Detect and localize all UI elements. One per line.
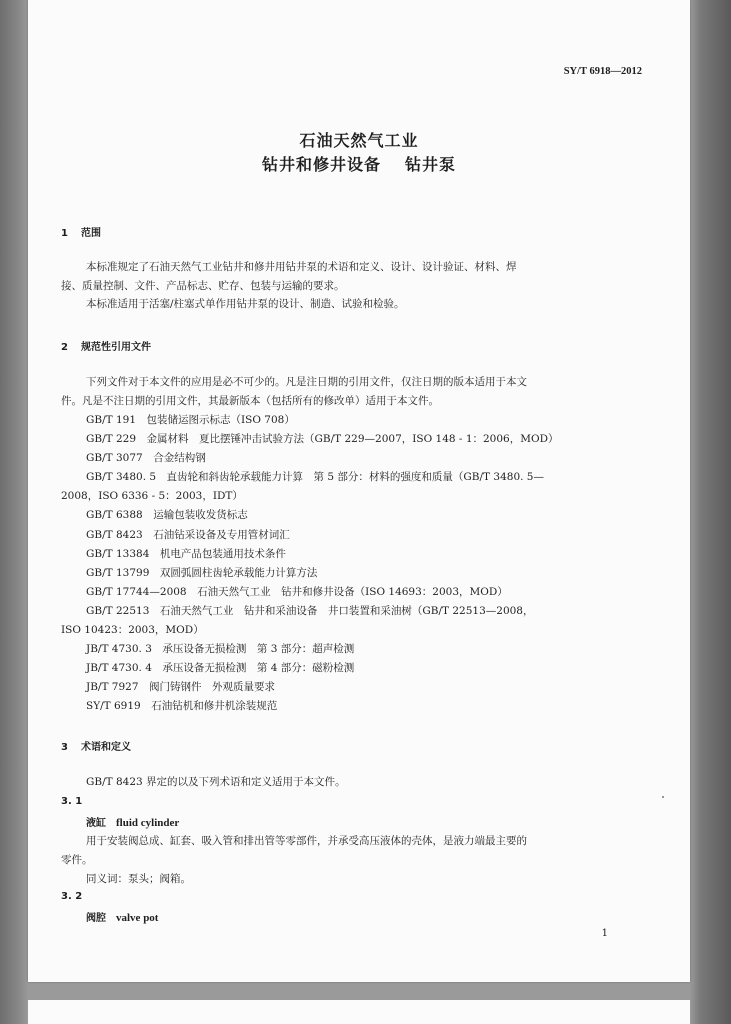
section-title: 范围 [81,228,101,239]
term-chinese: 阀腔 [86,913,106,924]
section-number: 3 [61,742,68,753]
term-chinese: 液缸 [86,818,106,829]
reference-item: GB/T 6388 运输包装收发货标志 [86,509,248,521]
page-number: 1 [601,928,608,939]
scan-speck [662,796,664,798]
term-3-2-heading [86,909,158,924]
reference-item: GB/T 3480. 5 直齿轮和斜齿轮承载能力计算 第 5 部分：材料的强度和质量（GB/T 3480. 5— [86,471,544,483]
section-1-heading [61,224,101,239]
paragraph: GB/T 8423 界定的以及下列术语和定义适用于本文件。 [86,776,346,788]
reference-item: JB/T 4730. 4 承压设备无损检测 第 4 部分：磁粉检测 [86,662,355,674]
reference-item: GB/T 3077 合金结构钢 [86,452,206,464]
section-2-heading [61,338,151,353]
reference-item: GB/T 17744—2008 石油天然气工业 钻井和修井设备（ISO 14693：2003，MOD） [86,586,508,598]
term-english: valve pot [116,912,159,924]
reference-item: GB/T 22513 石油天然气工业 钻井和采油设备 井口装置和采油树（GB/T 22513—2008， [86,605,534,617]
title-line-1: 石油天然气工业 [299,131,419,150]
reference-item: JB/T 4730. 3 承压设备无损检测 第 3 部分：超声检测 [86,643,355,655]
section-number: 2 [61,342,68,353]
standard-number: SY/T 6918—2012 [563,66,642,77]
reference-item: GB/T 191 包装储运图示标志（ISO 708） [86,414,295,426]
reference-item: SY/T 6919 石油钻机和修井机涂装规范 [86,700,278,712]
section-title: 术语和定义 [81,742,131,753]
reference-item: GB/T 13799 双圆弧圆柱齿轮承载能力计算方法 [86,567,318,579]
reference-item: GB/T 229 金属材料 夏比摆锤冲击试验方法（GB/T 229—2007，ISO 148 - 1：2006，MOD） [86,433,559,445]
paragraph: 本标准规定了石油天然气工业钻井和修井用钻井泵的术语和定义、设计、设计验证、材料、焊 [86,261,517,273]
section-title: 规范性引用文件 [81,342,151,353]
title-part-b: 钻井泵 [405,155,457,174]
reference-item: GB/T 8423 石油钻采设备及专用管材词汇 [86,529,290,541]
paragraph: 本标准适用于活塞/柱塞式单作用钻井泵的设计、制造、试验和检验。 [86,298,405,310]
term-3-1-heading [86,814,179,829]
section-number: 1 [61,228,68,239]
term-english: fluid cylinder [116,817,180,829]
reference-item: GB/T 13384 机电产品包装通用技术条件 [86,548,286,560]
term-definition: 零件。 [61,854,93,866]
title-line-2 [28,152,690,175]
reference-item: JB/T 7927 阀门铸钢件 外观质量要求 [86,681,276,693]
document-page [28,0,690,982]
title-part-a: 钻井和修井设备 [261,155,381,174]
term-synonym: 同义词：泵头；阀箱。 [86,873,191,885]
next-page-edge [28,1000,690,1024]
reference-item: 2008，ISO 6336 - 5：2003，IDT） [61,490,243,502]
section-3-heading [61,738,131,753]
term-3-1-number: 3. 1 [61,796,83,807]
paragraph: 下列文件对于本文件的应用是必不可少的。凡是注日期的引用文件，仅注日期的版本适用于本文 [86,376,527,388]
reference-item: ISO 10423：2003，MOD） [61,624,204,636]
paragraph: 接、质量控制、文件、产品标志、贮存、包装与运输的要求。 [61,280,345,292]
term-3-2-number: 3. 2 [61,891,83,902]
term-definition: 用于安装阀总成、缸套、吸入管和排出管等零部件，并承受高压液体的壳体，是液力端最主要的 [86,835,527,847]
paragraph: 件。凡是不注日期的引用文件，其最新版本（包括所有的修改单）适用于本文件。 [61,395,439,407]
